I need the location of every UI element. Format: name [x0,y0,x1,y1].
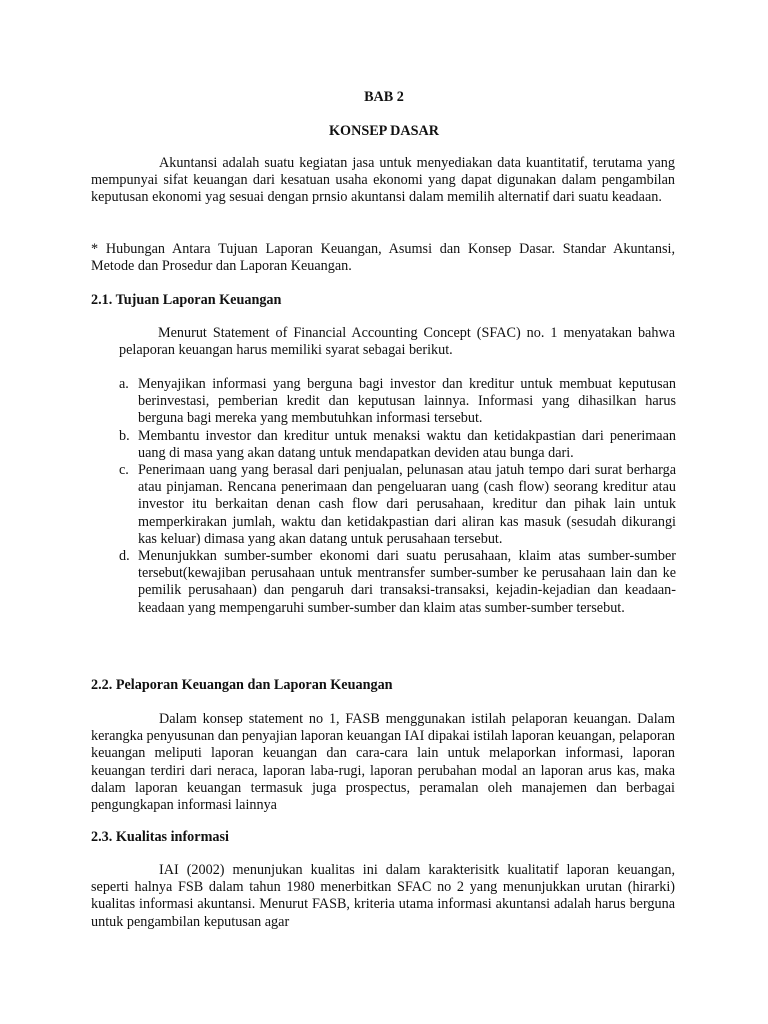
list-marker: b. [119,427,130,444]
intro-paragraph: Akuntansi adalah suatu kegiatan jasa untuk menyediakan data kuantitatif, terutama yang mempunyai sifat keuangan dari kesatuan usaha ekonomi yang dapat digunakan dalam pengambilan keputusan ekonomi yag sesuai dengan prnsio akuntansi dalam memilih alternatif dari suatu keadaan. [91,155,675,206]
list-item-text: Penerimaan uang yang berasal dari penjualan, pelunasan atau jatuh tempo dari surat berharga atau pinjaman. Rencana penerimaan dan pengeluaran uang (cash flow) seorang kreditur atau investor itu berkaitan denan cash flow dari perusahaan, kreditur dan pihak lain untuk memperkirakan jumlah, waktu dan ketidakpastian dari aliran kas masuk (sesudah dikurangi kas keluar) dimasa yang akan datang untuk perusahaan tersebut. [138,462,676,547]
list-item [119,548,676,617]
section-heading-2-2: 2.2. Pelaporan Keuangan dan Laporan Keuangan [91,677,393,693]
list-item-text: Menunjukkan sumber-sumber ekonomi dari suatu perusahaan, klaim atas sumber-sumber tersebut(kewajiban perusahaan untuk mentransfer sumber-sumber ke perusahaan lain dan ke pemilik perusahaan) dan pengaruh dari transaksi-transaksi, kejadin-kejadian dan keadaan-keadaan yang mempengaruhi sumber-sumber dan klaim atas sumber-sumber tersebut. [138,548,676,616]
list-item [119,428,676,462]
chapter-title: KONSEP DASAR [329,123,439,139]
section-2-2-body: Dalam konsep statement no 1, FASB menggunakan istilah pelaporan keuangan. Dalam kerangka penyusunan dan penyajian laporan keuangan IAI dipakai istilah laporan keuangan, pelaporan keuangan meliputi laporan keuangan dan cara-cara lain untuk melaporkan informasi, laporan keuangan terdiri dari neraca, laporan laba-rugi, laporan perubahan modal an laporan arus kas, maka dalam laporan keuangan termasuk juga prospectus, peramalan oleh manajemen dan berbagai pengungkapan informasi lainnya [91,711,675,814]
chapter-label: BAB 2 [364,89,404,105]
list-item [119,462,676,548]
list-item-text: Menyajikan informasi yang berguna bagi investor dan kreditur untuk membuat keputusan berinvestasi, pemberian kredit dan keputusan lainnya. Informasi yang dihasilkan harus berguna bagi mereka yang membutuhkan informasi tersebut. [138,376,676,427]
list-marker: a. [119,376,129,392]
section-2-3-body: IAI (2002) menunjukan kualitas ini dalam karakterisitk kualitatif laporan keuangan, seperti halnya FSB dalam tahun 1980 menerbitkan SFAC no 2 yang menunjukkan urutan (hirarki) kualitas informasi akuntansi. Menurut FASB, kriteria utama informasi akuntansi adalah harus berguna untuk pengambilan keputusan agar [91,862,675,930]
list-marker: d. [119,548,130,565]
section-2-1-intro: Menurut Statement of Financial Accounting Concept (SFAC) no. 1 menyatakan bahwa pelaporan keuangan harus memiliki syarat sebagai berikut. [119,325,675,359]
requirements-list [119,376,676,617]
note-paragraph: * Hubungan Antara Tujuan Laporan Keuangan, Asumsi dan Konsep Dasar. Standar Akuntansi, Metode dan Prosedur dan Laporan Keuangan. [91,241,675,275]
list-item [119,376,676,428]
section-heading-2-3: 2.3. Kualitas informasi [91,829,229,845]
list-item-text: Membantu investor dan kreditur untuk menaksi waktu dan ketidakpastian dari penerimaan uang di masa yang akan datang untuk mendapatkan deviden atau bunga dari. [138,427,676,461]
list-marker: c. [119,462,129,479]
section-heading-2-1: 2.1. Tujuan Laporan Keuangan [91,292,282,308]
